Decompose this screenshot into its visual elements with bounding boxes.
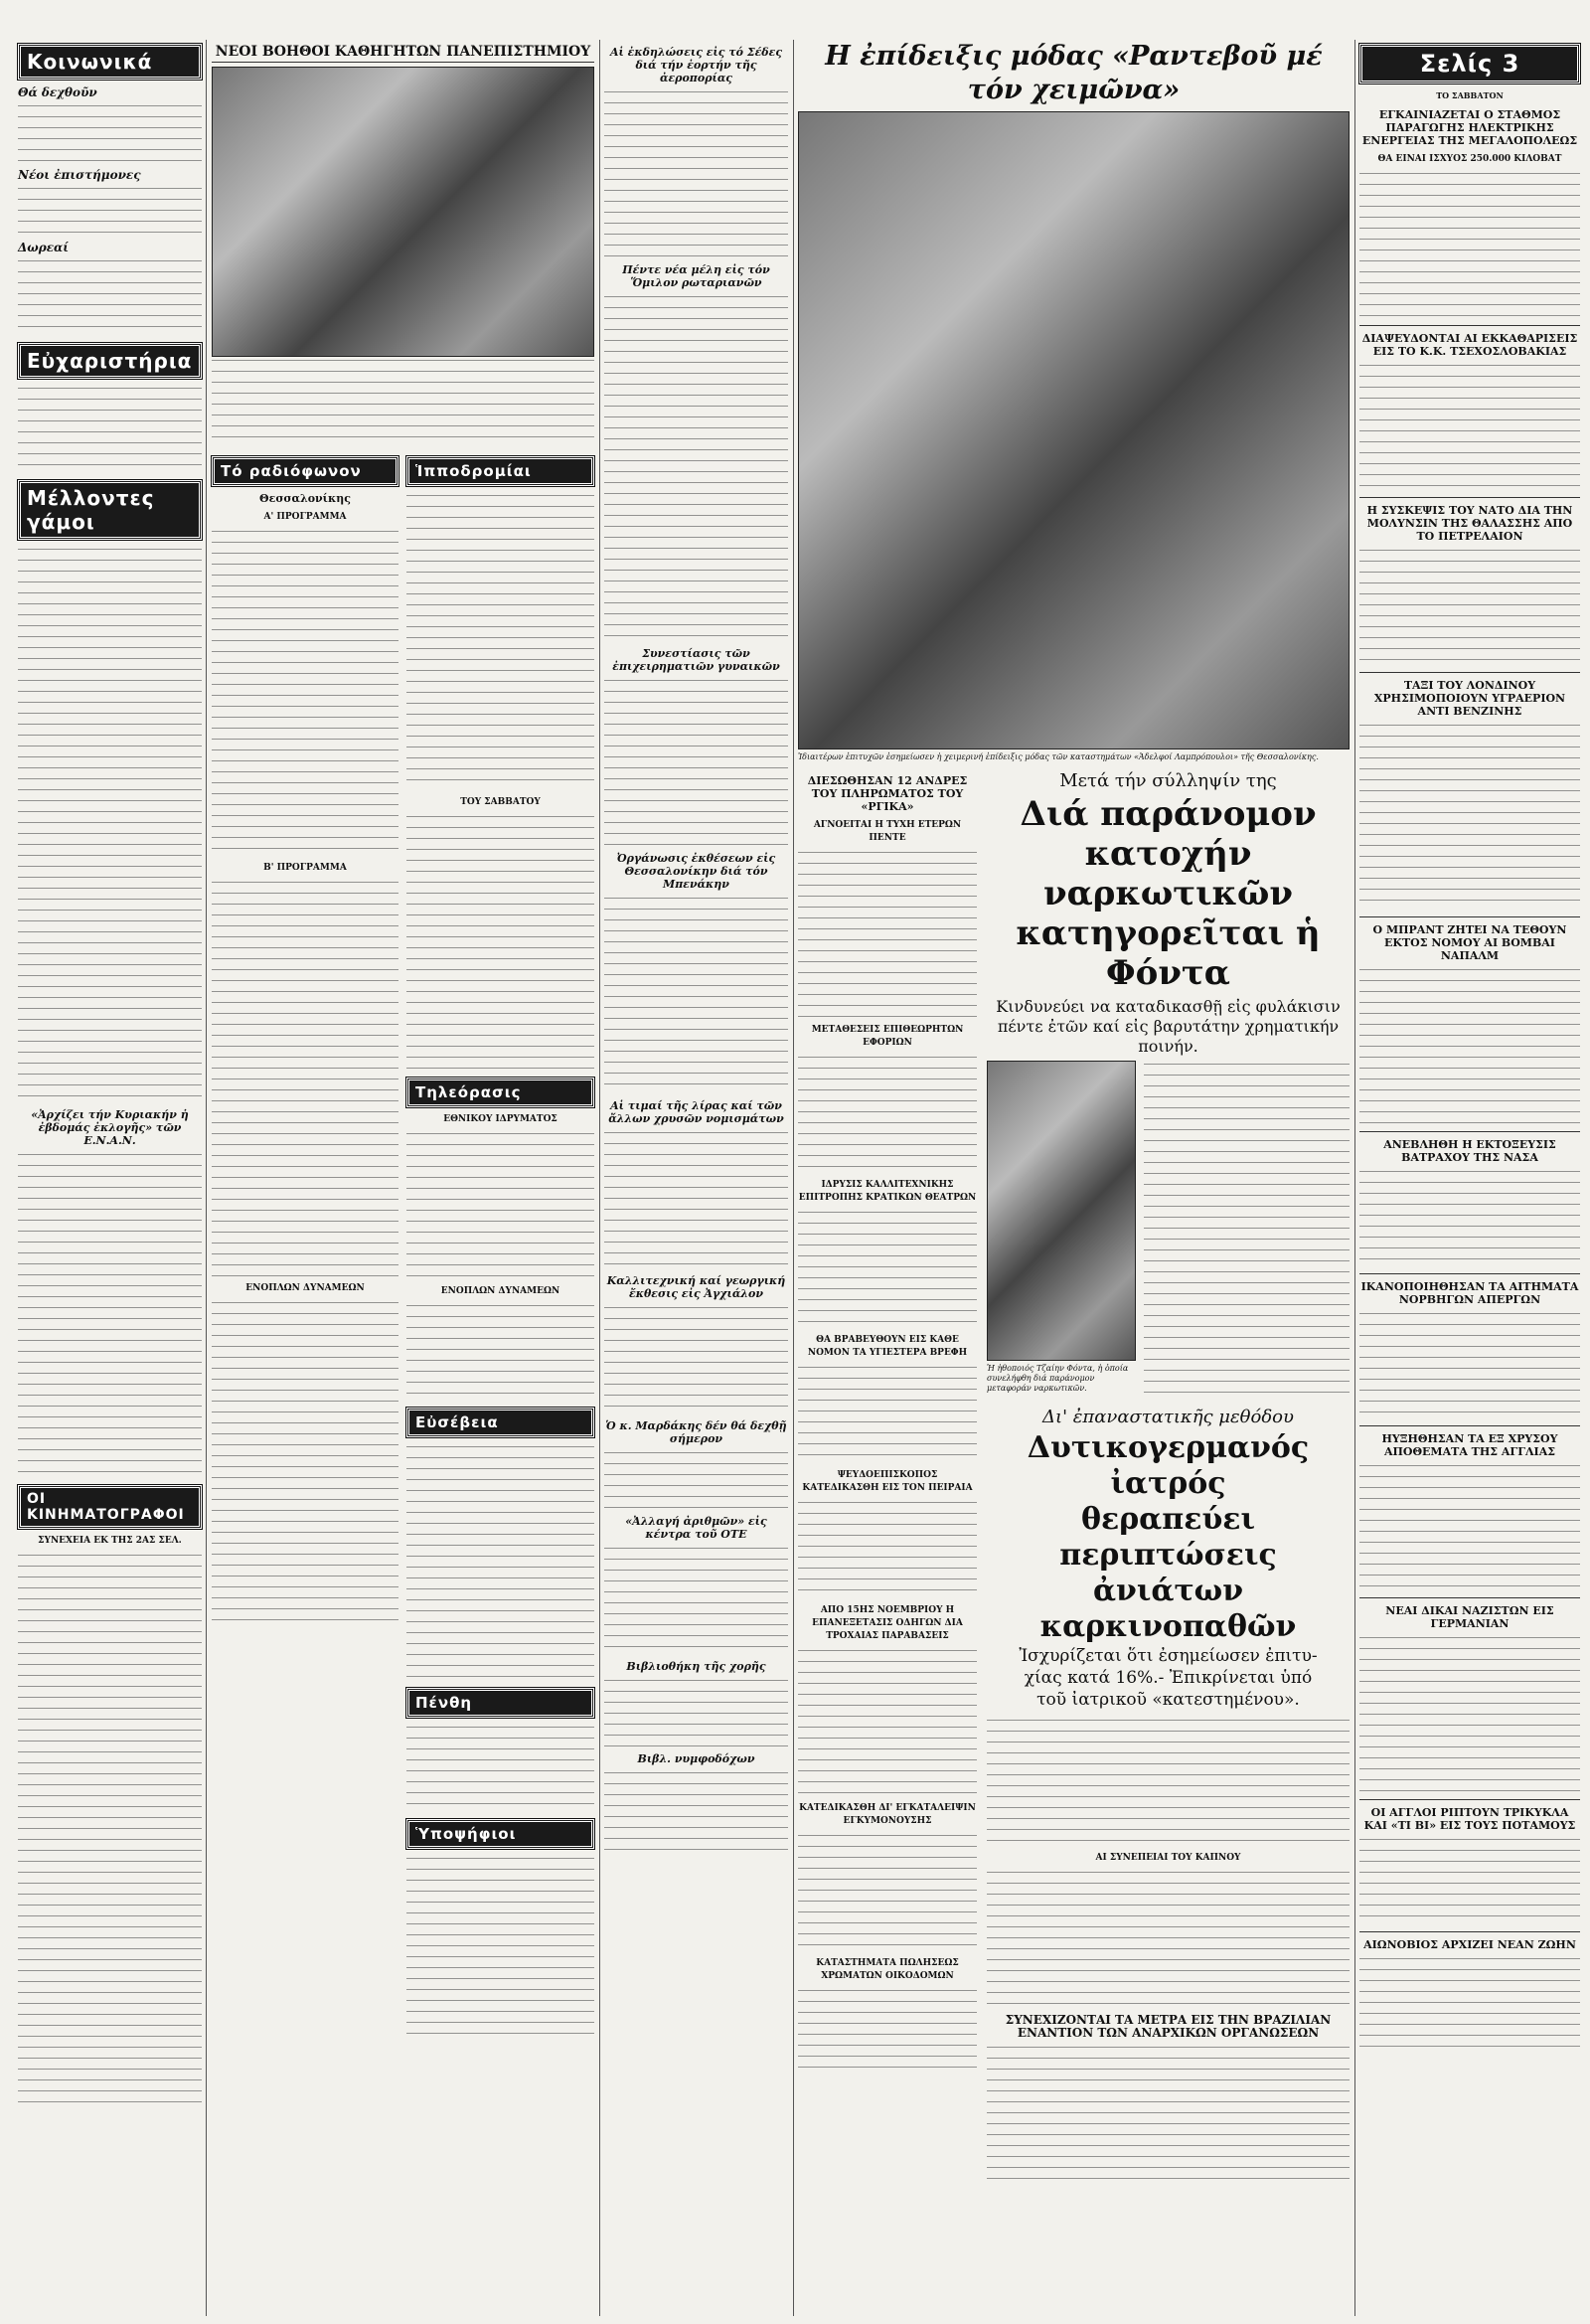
- article-subhead: ΑΓΝΟΕΙΤΑΙ Η ΤΥΧΗ ΕΤΕΡΩΝ ΠΕΝΤΕ: [813, 820, 962, 843]
- photo-caption: Ἡ ἠθοποιός Τζαίην Φόντα, ἡ ὁποία συνελήφθη διά παράνομον μεταφοράν ναρκωτικῶν.: [987, 1364, 1129, 1393]
- body-text: [604, 1304, 788, 1413]
- article-headline: «Ἀρχίζει τήν Κυριακήν ἡ ἐβδομάς ἐκλογῆς» τῶν Ε.Ν.Α.Ν.: [31, 1108, 189, 1147]
- body-text: [798, 849, 977, 1018]
- section-banner-thanks: Εὐχαριστήρια: [18, 343, 202, 379]
- body-text: [798, 1054, 977, 1173]
- column-4: [798, 40, 1350, 2189]
- body-text: [212, 1299, 398, 1627]
- cinema-continuation: ΣΥΝΕΧΕΙΑ ΕΚ ΤΗΣ 2ΑΣ ΣΕΛ.: [38, 1536, 182, 1546]
- radio-subhead: Θεσσαλονίκης: [259, 492, 351, 505]
- body-text: [212, 879, 398, 1276]
- article-headline: ΑΙ ΣΥΝΕΠΕΙΑΙ ΤΟΥ ΚΑΠΝΟΥ: [1095, 1853, 1241, 1863]
- body-text: [798, 1832, 977, 1951]
- article-headline: ΑΙΩΝΟΒΙΟΣ ΑΡΧΙΖΕΙ ΝΕΑΝ ΖΩΗΝ: [1363, 1938, 1576, 1951]
- body-text: [1359, 170, 1580, 319]
- photo-fonda: [987, 1061, 1136, 1361]
- photo-caption: Ἰδιαιτέρων ἐπιτυχῶν ἐσημείωσεν ἡ χειμερινή ἐπίδειξις μόδας τῶν καταστημάτων «Ἀδελφοί Λαμπρόπουλοι» τῆς Θεσσαλονίκης.: [798, 752, 1319, 761]
- article-headline: Ὁ κ. Μαρδάκης δέν θά δεχθῇ σήμερον: [605, 1419, 787, 1445]
- body-text: [604, 1677, 788, 1746]
- body-text: [18, 257, 202, 337]
- section-banner-television: Τηλεόρασις: [406, 1078, 594, 1107]
- body-text: [406, 813, 594, 1072]
- body-text: [212, 528, 398, 856]
- article-headline: «Ἀλλαγή ἀριθμῶν» εἰς κέντρα τοῦ ΟΤΕ: [625, 1515, 767, 1541]
- column-rule: [793, 40, 794, 2316]
- medicine-deck: Ἰσχυρίζεται ὅτι ἐσημείωσεν ἐπιτυ-: [1019, 1646, 1318, 1666]
- fonda-headline: Διά παράνομον κατοχήν: [1020, 794, 1317, 874]
- body-text: [1359, 1310, 1580, 1419]
- body-text: [1359, 1168, 1580, 1267]
- article-headline: ΣΥΝΕΧΙΖΟΝΤΑΙ ΤΑ ΜΕΤΡΑ ΕΙΣ ΤΗΝ ΒΡΑΖΙΛΙΑΝ ΕΝΑΝΤΙΟΝ ΤΩΝ ΑΝΑΡΧΙΚΩΝ ΟΡΓΑΝΩΣΕΩΝ: [1005, 2013, 1332, 2040]
- caption-text: [212, 357, 594, 446]
- article-headline: ΔΙΕΣΩΘΗΣΑΝ 12 ΑΝΔΡΕΣ ΤΟΥ ΠΛΗΡΩΜΑΤΟΣ ΤΟΥ «ΡΓΙΚΑ»: [807, 774, 968, 813]
- body-text: [604, 1129, 788, 1268]
- fashion-headline: Η ἐπίδειξις μόδας «Ραντεβοῦ μέ τόν χειμῶνα»: [825, 41, 1323, 105]
- column-rule: [599, 40, 600, 2316]
- section-banner-weddings: Μέλλοντες γάμοι: [18, 480, 202, 540]
- body-text: [18, 1552, 202, 2108]
- body-text: [987, 1717, 1350, 1846]
- article-subhead: ΘΑ ΕΙΝΑΙ ΙΣΧΥΟΣ 250.000 ΚΙΛΟΒΑΤ: [1377, 154, 1562, 164]
- body-text: [18, 102, 202, 162]
- article-headline: ΨΕΥΔΟΕΠΙΣΚΟΠΟΣ ΚΑΤΕΔΙΚΑΣΘΗ ΕΙΣ ΤΟΝ ΠΕΙΡΑΙΑ: [802, 1470, 973, 1493]
- newspaper-page: [18, 40, 1580, 2316]
- article-headline: ΤΑΞΙ ΤΟΥ ΛΟΝΔΙΝΟΥ ΧΡΗΣΙΜΟΠΟΙΟΥΝ ΥΓΡΑΕΡΙΟΝ ΑΝΤΙ ΒΕΝΖΙΝΗΣ: [1373, 679, 1566, 718]
- body-text: [604, 895, 788, 1093]
- fonda-kicker: Μετά τήν σύλληψίν της: [1059, 770, 1277, 791]
- program-b: Β' ΠΡΟΓΡΑΜΜΑ: [263, 863, 347, 873]
- article-headline: Ὀργάνωσις ἐκθέσεων εἰς Θεσσαλονίκην διά τόν Μπενάκην: [616, 852, 776, 891]
- tv-national: ΕΘΝΙΚΟΥ ΙΔΡΥΜΑΤΟΣ: [443, 1114, 557, 1124]
- body-text: [604, 1449, 788, 1509]
- section-banner-horse-racing: Ἱπποδρομίαι: [406, 456, 594, 486]
- section-banner-piety: Εὐσέβεια: [406, 1408, 594, 1437]
- body-text: [1359, 1836, 1580, 1925]
- article-headline: ΑΝΕΒΛΗΘΗ Η ΕΚΤΟΞΕΥΣΙΣ ΒΑΤΡΑΧΟΥ ΤΗΣ ΝΑΣΑ: [1383, 1138, 1556, 1164]
- body-text: [604, 1769, 788, 1859]
- article-headline: ΑΠΟ 15ΗΣ ΝΟΕΜΒΡΙΟΥ Η ΕΠΑΝΕΞΕΤΑΣΙΣ ΟΔΗΓΩΝ ΔΙΑ ΤΡΟΧΑΙΑΣ ΠΑΡΑΒΑΣΕΙΣ: [812, 1605, 963, 1641]
- article-headline: ΙΚΑΝΟΠΟΙΗΘΗΣΑΝ ΤΑ ΑΙΤΗΜΑΤΑ ΝΟΡΒΗΓΩΝ ΑΠΕΡΓΩΝ: [1360, 1280, 1579, 1306]
- subhead: Δωρεαί: [18, 241, 70, 254]
- body-text: [18, 385, 202, 474]
- body-text: [1359, 966, 1580, 1125]
- body-text: [406, 492, 594, 790]
- article-headline: Βιβλ. νυμφοδόχων: [637, 1752, 755, 1765]
- fonda-headline: κατηγορεῖται ἡ Φόντα: [1016, 913, 1321, 993]
- body-text: [604, 1545, 788, 1654]
- section-banner-mourning: Πένθη: [406, 1688, 594, 1718]
- subhead: Νέοι ἐπιστήμονες: [18, 168, 141, 182]
- article-headline: Συνεστίασις τῶν ἐπιχειρηματιῶν γυναικῶν: [612, 647, 780, 673]
- article-headline: Αἱ τιμαί τῆς λίρας καί τῶν ἄλλων χρυσῶν νομισμάτων: [608, 1099, 784, 1125]
- column-1: [18, 40, 202, 2114]
- body-text: [798, 1987, 977, 2076]
- body-text: [1359, 1462, 1580, 1591]
- program-a: Α' ΠΡΟΓΡΑΜΜΑ: [263, 512, 347, 522]
- photo-fashion-show: [798, 111, 1350, 749]
- section-banner-radio: Τό ραδιόφωνον: [212, 456, 398, 486]
- column-rule: [206, 40, 207, 2316]
- column-rule: [1354, 40, 1355, 2316]
- article-headline: ΙΔΡΥΣΙΣ ΚΑΛΛΙΤΕΧΝΙΚΗΣ ΕΠΙΤΡΟΠΗΣ ΚΡΑΤΙΚΩΝ ΘΕΑΤΡΩΝ: [798, 1180, 977, 1203]
- section-banner-cinemas: ΟΙ ΚΙΝΗΜΑΤΟΓΡΑΦΟΙ: [18, 1485, 202, 1529]
- article-headline: ΗΥΞΗΘΗΣΑΝ ΤΑ ΕΞ ΧΡΥΣΟΥ ΑΠΟΘΕΜΑΤΑ ΤΗΣ ΑΓΓΛΙΑΣ: [1381, 1432, 1558, 1458]
- tv-armed: ΕΝΟΠΛΩΝ ΔΥΝΑΜΕΩΝ: [440, 1286, 560, 1296]
- article-headline: ΟΙ ΑΓΓΛΟΙ ΡΙΠΤΟΥΝ ΤΡΙΚΥΚΛΑ ΚΑΙ «ΤΙ ΒΙ» ΕΙΣ ΤΟΥΣ ΠΟΤΑΜΟΥΣ: [1363, 1806, 1576, 1832]
- column-3: [604, 40, 788, 1865]
- body-text: [604, 88, 788, 257]
- body-text: [604, 677, 788, 846]
- article-headline: ΝΕΟΙ ΒΟΗΘΟΙ ΚΑΘΗΓΗΤΩΝ ΠΑΝΕΠΙΣΤΗΜΙΟΥ: [212, 46, 594, 63]
- body-text: [406, 1855, 594, 2034]
- article-headline: ΚΑΤΑΣΤΗΜΑΤΑ ΠΩΛΗΣΕΩΣ ΧΡΩΜΑΤΩΝ ΟΙΚΟΔΟΜΩΝ: [816, 1958, 959, 1981]
- body-text: [1359, 362, 1580, 491]
- body-text: [798, 1364, 977, 1463]
- fonda-deck: Κινδυνεύει να καταδικασθῇ εἰς φυλάκισιν πέντε ἐτῶν καί εἰς βαρυτάτην χρηματικήν ποινήν.: [996, 997, 1341, 1056]
- body-text: [987, 2044, 1350, 2183]
- body-text: [18, 1151, 202, 1479]
- article-headline: ΔΙΑΨΕΥΔΟΝΤΑΙ ΑΙ ΕΚΚΑΘΑΡΙΣΕΙΣ ΕΙΣ ΤΟ Κ.Κ. ΤΣΕΧΟΣΛΟΒΑΚΙΑΣ: [1361, 332, 1578, 358]
- page-number-banner: Σελίς 3: [1359, 44, 1580, 83]
- body-text: [1359, 1955, 1580, 2055]
- fonda-headline: ναρκωτικῶν: [1043, 874, 1293, 913]
- armed-forces-program: ΕΝΟΠΛΩΝ ΔΥΝΑΜΕΩΝ: [245, 1283, 365, 1293]
- medicine-headline: Δυτικογερμανός ἰατρός: [1027, 1430, 1310, 1501]
- article-headline: ΚΑΤΕΔΙΚΑΣΘΗ ΔΙ' ΕΓΚΑΤΑΛΕΙΨΙΝ ΕΓΚΥΜΟΝΟΥΣΗΣ: [799, 1803, 976, 1826]
- subhead: Θά δεχθοῦν: [18, 85, 97, 99]
- column-5: [1359, 40, 1580, 2061]
- section-banner-social: Κοινωνικά: [18, 44, 202, 80]
- body-text: [1359, 547, 1580, 666]
- article-headline: ΘΑ ΒΡΑΒΕΥΘΟΥΝ ΕΙΣ ΚΑΘΕ ΝΟΜΟΝ ΤΑ ΥΓΙΕΣΤΕΡΑ ΒΡΕΦΗ: [807, 1335, 968, 1358]
- body-text: [798, 1499, 977, 1598]
- section-banner-candidates: Ὑποψήφιοι: [406, 1819, 594, 1849]
- body-text: [406, 1724, 594, 1813]
- body-text: [406, 1302, 594, 1402]
- article-headline: Η ΣΥΣΚΕΨΙΣ ΤΟΥ ΝΑΤΟ ΔΙΑ ΤΗΝ ΜΟΛΥΝΣΙΝ ΤΗΣ ΘΑΛΑΣΣΗΣ ΑΠΟ ΤΟ ΠΕΤΡΕΛΑΙΟΝ: [1366, 504, 1573, 543]
- article-headline: ΜΕΤΑΘΕΣΕΙΣ ΕΠΙΘΕΩΡΗΤΩΝ ΕΦΟΡΙΩΝ: [811, 1025, 964, 1048]
- medicine-deck: χίας κατά 16%.- Ἐπικρίνεται ὑπό: [1024, 1668, 1313, 1688]
- article-headline: Αἱ ἐκδηλώσεις εἰς τό Σέδες διά τήν ἑορτήν τῆς ἀεροπορίας: [609, 46, 783, 84]
- medicine-kicker: Δι' ἐπαναστατικῆς μεθόδου: [1042, 1407, 1294, 1427]
- medicine-deck: τοῦ ἰατρικοῦ «κατεστημένου».: [1036, 1690, 1300, 1710]
- body-text: [18, 185, 202, 235]
- article-headline: Καλλιτεχνική καί γεωργική ἔκθεσις εἰς Ἀγχιάλον: [606, 1274, 786, 1300]
- body-text: [406, 1443, 594, 1682]
- article-headline: Πέντε νέα μέλη εἰς τόν Ὅμιλον ρωταριανῶν: [622, 263, 770, 289]
- column-2: [212, 40, 594, 2040]
- body-text: [406, 1130, 594, 1279]
- body-text: [798, 1209, 977, 1328]
- article-headline: ΕΓΚΑΙΝΙΑΖΕΤΑΙ Ο ΣΤΑΘΜΟΣ ΠΑΡΑΓΩΓΗΣ ΗΛΕΚΤΡΙΚΗΣ ΕΝΕΡΓΕΙΑΣ ΤΗΣ ΜΕΓΑΛΟΠΟΛΕΩΣ: [1361, 108, 1578, 147]
- body-text: [798, 1647, 977, 1796]
- article-headline: ΝΕΑΙ ΔΙΚΑΙ ΝΑΖΙΣΤΩΝ ΕΙΣ ΓΕΡΜΑΝΙΑΝ: [1385, 1604, 1554, 1630]
- photo-assistants: [212, 67, 594, 357]
- saturday-heading: ΤΟΥ ΣΑΒΒΑΤΟΥ: [460, 797, 541, 807]
- body-text: [604, 293, 788, 641]
- article-headline: Ο ΜΠΡΑΝΤ ΖΗΤΕΙ ΝΑ ΤΕΘΟΥΝ ΕΚΤΟΣ ΝΟΜΟΥ ΑΙ ΒΟΜΒΑΙ ΝΑΠΑΛΜ: [1372, 923, 1567, 962]
- body-text: [1359, 1634, 1580, 1793]
- body-text: [987, 1869, 1350, 2008]
- body-text: [18, 546, 202, 1102]
- body-text: [1144, 1061, 1350, 1399]
- article-headline: Βιβλιοθήκη τῆς χορῆς: [626, 1660, 766, 1673]
- body-text: [1359, 722, 1580, 911]
- day-label: ΤΟ ΣΑΒΒΑΤΟΝ: [1436, 90, 1504, 100]
- medicine-headline: ἀνιάτων καρκινοπαθῶν: [1039, 1574, 1297, 1644]
- medicine-headline: θεραπεύει περιπτώσεις: [1059, 1502, 1277, 1573]
